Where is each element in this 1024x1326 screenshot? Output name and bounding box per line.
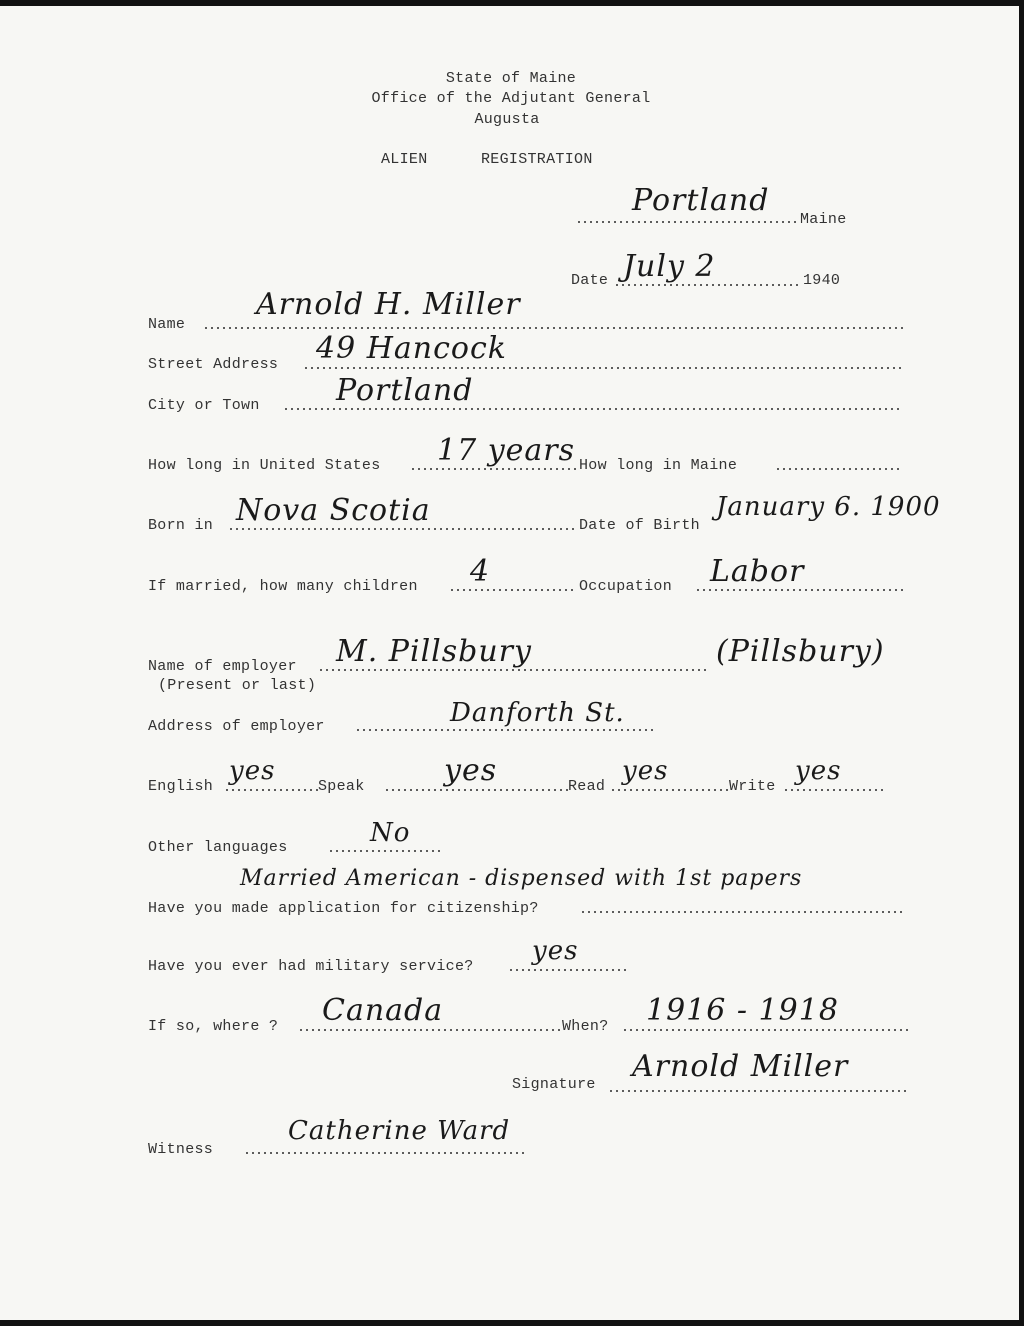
write-label: Write: [729, 778, 776, 795]
scan-border-bottom: [0, 1320, 1024, 1326]
signature-line: [608, 1090, 908, 1092]
military-where-line: [298, 1029, 562, 1031]
name-value: Arnold H. Miller: [256, 287, 521, 322]
write-line: [783, 789, 883, 791]
employer-value: M. Pillsbury: [336, 634, 532, 669]
form-title-alien: ALIEN: [381, 151, 428, 168]
signature-value: Arnold Miller: [632, 1049, 849, 1084]
date-year: 1940: [803, 272, 841, 289]
street-address-label: Street Address: [148, 356, 279, 373]
read-label: Read: [568, 778, 606, 795]
header-office: Office of the Adjutant General: [371, 90, 651, 107]
born-in-value: Nova Scotia: [236, 493, 431, 528]
employer-label: Name of employer: [148, 658, 297, 675]
how-long-us-line: [410, 468, 578, 470]
employer-address-value: Danforth St.: [450, 698, 625, 728]
city-line: [283, 408, 903, 410]
citizenship-value: Married American - dispensed with 1st papers: [240, 866, 803, 891]
employer-sublabel: (Present or last): [158, 677, 317, 694]
date-label: Date: [571, 272, 609, 289]
date-of-birth-label: Date of Birth: [579, 517, 700, 534]
children-line: [449, 589, 577, 591]
citizenship-line: [580, 911, 903, 913]
english-value: yes: [229, 756, 276, 786]
how-long-maine-label: How long in Maine: [579, 457, 738, 474]
english-label: English: [148, 778, 214, 795]
military-where-value: Canada: [322, 993, 444, 1028]
citizenship-label: Have you made application for citizenship?: [148, 900, 539, 917]
employer-address-label: Address of employer: [148, 718, 325, 735]
employer-address-line: [355, 729, 655, 731]
read-value: yes: [622, 756, 669, 786]
scan-border-right: [1019, 0, 1024, 1326]
write-value: yes: [795, 756, 842, 786]
children-label: If married, how many children: [148, 578, 418, 595]
speak-line: [384, 789, 568, 791]
form-title-registration: REGISTRATION: [481, 151, 593, 168]
header-city: Augusta: [474, 111, 540, 128]
other-languages-value: No: [370, 818, 411, 848]
military-label: Have you ever had military service?: [148, 958, 474, 975]
how-long-us-value: 17 years: [437, 433, 576, 468]
military-where-label: If so, where ?: [148, 1018, 279, 1035]
date-line: [614, 284, 800, 286]
header-state: State of Maine: [445, 70, 577, 87]
read-line: [610, 789, 728, 791]
speak-label: Speak: [318, 778, 365, 795]
name-label: Name: [148, 316, 186, 333]
town-line: [576, 221, 798, 223]
town-value: Portland: [632, 183, 770, 218]
date-of-birth-value: January 6. 1900: [716, 492, 941, 522]
employer-note: (Pillsbury): [716, 634, 885, 669]
street-address-line: [303, 367, 903, 369]
military-when-line: [622, 1029, 908, 1031]
military-value: yes: [532, 936, 579, 966]
english-line: [224, 789, 318, 791]
other-languages-line: [328, 850, 440, 852]
speak-value: yes: [444, 753, 498, 788]
witness-label: Witness: [148, 1141, 214, 1158]
occupation-value: Labor: [710, 554, 805, 589]
name-line: [203, 327, 903, 329]
city-value: Portland: [336, 373, 474, 408]
children-value: 4: [470, 554, 491, 589]
military-when-label: When?: [562, 1018, 609, 1035]
city-label: City or Town: [148, 397, 260, 414]
signature-label: Signature: [512, 1076, 596, 1093]
street-address-value: 49 Hancock: [316, 331, 507, 366]
witness-value: Catherine Ward: [288, 1116, 511, 1146]
how-long-maine-line: [775, 468, 903, 470]
witness-line: [244, 1152, 524, 1154]
state-label: Maine: [800, 211, 847, 228]
military-line: [508, 969, 628, 971]
employer-line: [318, 669, 708, 671]
date-value: July 2: [623, 249, 716, 284]
how-long-us-label: How long in United States: [148, 457, 381, 474]
born-in-line: [228, 528, 576, 530]
born-in-label: Born in: [148, 517, 214, 534]
occupation-line: [695, 589, 903, 591]
occupation-label: Occupation: [579, 578, 673, 595]
military-when-value: 1916 - 1918: [646, 993, 839, 1028]
other-languages-label: Other languages: [148, 839, 288, 856]
